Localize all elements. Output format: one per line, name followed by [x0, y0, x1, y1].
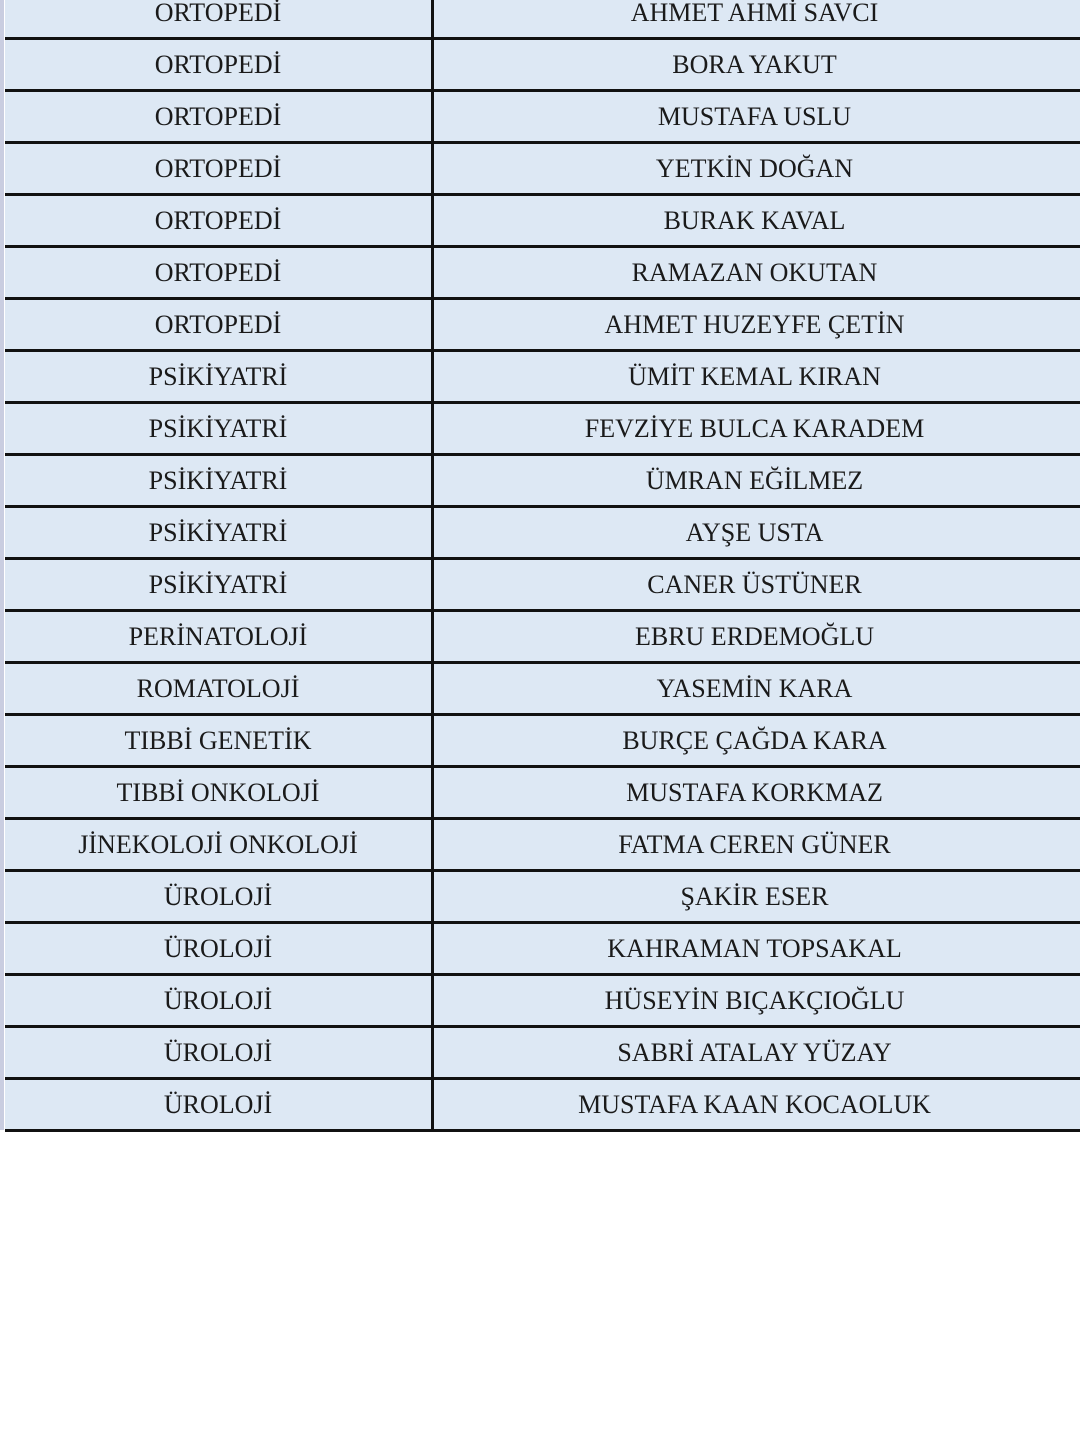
table-row [5, 819, 1080, 871]
department-cell: ORTOPEDİ [5, 0, 433, 39]
doctor-name-cell: SABRİ ATALAY YÜZAY [433, 1027, 1080, 1079]
department-cell: PSİKİYATRİ [5, 507, 433, 559]
doctor-name-cell: AHMET AHMİ SAVCI [433, 0, 1080, 39]
table-row [5, 663, 1080, 715]
department-cell: ORTOPEDİ [5, 39, 433, 91]
doctor-name-cell: FEVZİYE BULCA KARADEM [433, 403, 1080, 455]
doctor-name-cell: EBRU ERDEMOĞLU [433, 611, 1080, 663]
department-cell: ORTOPEDİ [5, 143, 433, 195]
table-row [5, 559, 1080, 611]
department-cell: ORTOPEDİ [5, 299, 433, 351]
doctor-name-cell: ŞAKİR ESER [433, 871, 1080, 923]
doctor-name-cell: MUSTAFA KORKMAZ [433, 767, 1080, 819]
table-row [5, 351, 1080, 403]
doctor-table-body [5, 0, 1080, 1131]
department-cell: PSİKİYATRİ [5, 455, 433, 507]
doctor-name-cell: RAMAZAN OKUTAN [433, 247, 1080, 299]
doctor-table [5, 0, 1080, 1132]
doctor-name-cell: MUSTAFA KAAN KOCAOLUK [433, 1079, 1080, 1131]
table-row [5, 923, 1080, 975]
doctor-name-cell: AYŞE USTA [433, 507, 1080, 559]
department-cell: ORTOPEDİ [5, 195, 433, 247]
table-row [5, 871, 1080, 923]
department-cell: ÜROLOJİ [5, 871, 433, 923]
department-cell: PSİKİYATRİ [5, 351, 433, 403]
doctor-name-cell: BURÇE ÇAĞDA KARA [433, 715, 1080, 767]
doctor-name-cell: HÜSEYİN BIÇAKÇIOĞLU [433, 975, 1080, 1027]
table-row [5, 39, 1080, 91]
department-cell: JİNEKOLOJİ ONKOLOJİ [5, 819, 433, 871]
doctor-name-cell: BURAK KAVAL [433, 195, 1080, 247]
table-row [5, 403, 1080, 455]
department-cell: TIBBİ GENETİK [5, 715, 433, 767]
table-row [5, 975, 1080, 1027]
department-cell: ÜROLOJİ [5, 923, 433, 975]
doctor-name-cell: YETKİN DOĞAN [433, 143, 1080, 195]
table-row [5, 299, 1080, 351]
department-cell: ORTOPEDİ [5, 91, 433, 143]
department-cell: PSİKİYATRİ [5, 403, 433, 455]
table-row [5, 1027, 1080, 1079]
doctor-name-cell: BORA YAKUT [433, 39, 1080, 91]
page-left-edge [0, 0, 4, 1130]
doctor-name-cell: MUSTAFA USLU [433, 91, 1080, 143]
department-cell: ÜROLOJİ [5, 1079, 433, 1131]
table-row [5, 91, 1080, 143]
department-cell: PERİNATOLOJİ [5, 611, 433, 663]
table-row [5, 195, 1080, 247]
doctor-name-cell: CANER ÜSTÜNER [433, 559, 1080, 611]
doctor-name-cell: FATMA CEREN GÜNER [433, 819, 1080, 871]
department-cell: ROMATOLOJİ [5, 663, 433, 715]
department-cell: TIBBİ ONKOLOJİ [5, 767, 433, 819]
department-cell: ÜROLOJİ [5, 1027, 433, 1079]
doctor-name-cell: ÜMRAN EĞİLMEZ [433, 455, 1080, 507]
doctor-name-cell: YASEMİN KARA [433, 663, 1080, 715]
table-row [5, 507, 1080, 559]
table-row [5, 1079, 1080, 1131]
table-row [5, 767, 1080, 819]
department-cell: ORTOPEDİ [5, 247, 433, 299]
doctor-name-cell: KAHRAMAN TOPSAKAL [433, 923, 1080, 975]
table-row [5, 611, 1080, 663]
table-row [5, 455, 1080, 507]
department-cell: ÜROLOJİ [5, 975, 433, 1027]
table-row [5, 715, 1080, 767]
doctor-name-cell: ÜMİT KEMAL KIRAN [433, 351, 1080, 403]
table-row [5, 143, 1080, 195]
department-cell: PSİKİYATRİ [5, 559, 433, 611]
doctor-name-cell: AHMET HUZEYFE ÇETİN [433, 299, 1080, 351]
table-row [5, 247, 1080, 299]
table-row [5, 0, 1080, 39]
